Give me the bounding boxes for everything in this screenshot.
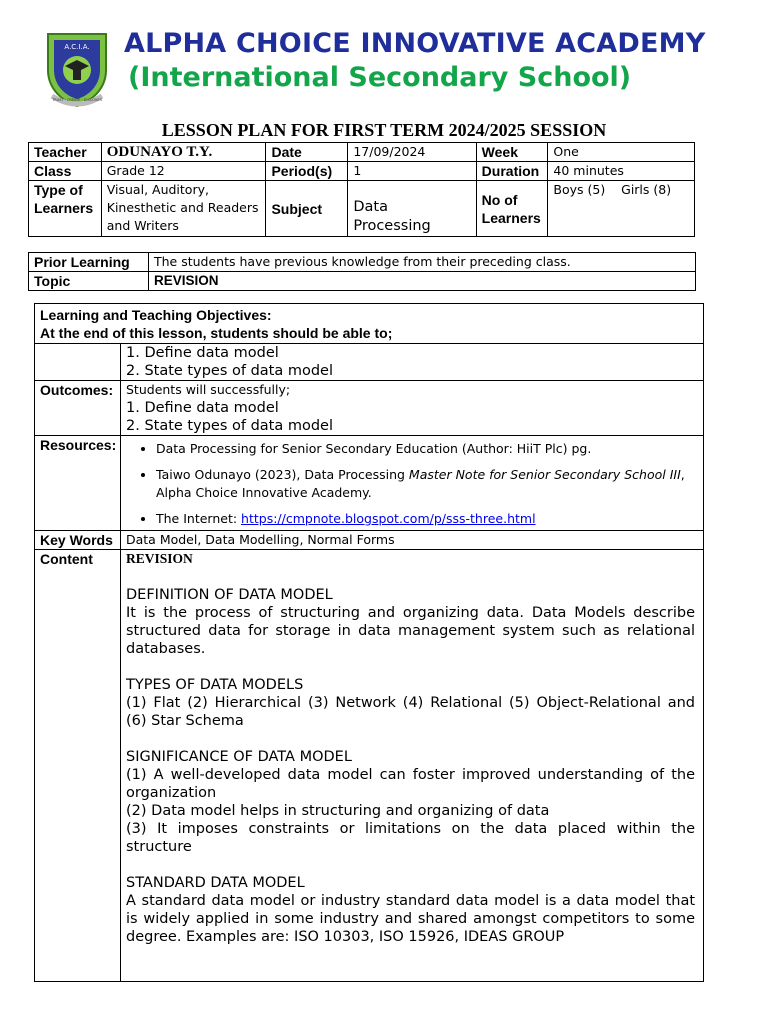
- week-label: Week: [476, 143, 548, 162]
- list-item: (1) A well-developed data model can foster improved understanding of the organization: [126, 767, 696, 801]
- logo-motto: TRUST · CREATE · DISCOVER: [52, 98, 102, 102]
- internet-resource-link[interactable]: https://cmpnote.blogspot.com/p/sss-three.html: [241, 511, 536, 526]
- resources-label: Resources:: [35, 436, 121, 531]
- outcomes-label: Outcomes:: [35, 381, 121, 436]
- significance-heading: SIGNIFICANCE OF DATA MODEL: [126, 749, 352, 765]
- week-value: One: [548, 143, 695, 162]
- no-of-learners-label: No of Learners: [476, 181, 548, 237]
- types-heading: TYPES OF DATA MODELS: [126, 677, 304, 693]
- objectives-heading: Learning and Teaching Objectives: At the end of this lesson, students should be able to;: [35, 304, 704, 344]
- prior-learning-value: The students have previous knowledge from their preceding class.: [149, 253, 696, 272]
- lesson-details-table: [34, 303, 704, 982]
- list-item: • Data Processing for Senior Secondary Education (Author: HiiT Plc) pg.: [156, 440, 698, 458]
- topic-label: Topic: [29, 272, 149, 291]
- periods-value: 1: [348, 162, 476, 181]
- prior-learning-label: Prior Learning: [29, 253, 149, 272]
- content-heading: REVISION: [126, 551, 193, 566]
- type-of-learners-label: Type of Learners: [29, 181, 102, 237]
- date-value: 17/09/2024: [348, 143, 476, 162]
- class-value: Grade 12: [101, 162, 266, 181]
- list-item: 1. Define data model: [126, 400, 279, 416]
- list-item: • Taiwo Odunayo (2023), Data Processing Master Note for Senior Secondary School III, Alpha Choice Innovative Academy.: [156, 466, 698, 502]
- content-label: Content: [35, 550, 121, 982]
- definition-text: It is the process of structuring and organizing data. Data Models describe structured data for storage in data management system such as relational databases.: [126, 605, 696, 657]
- list-item: 2. State types of data model: [126, 418, 333, 434]
- standard-heading: STANDARD DATA MODEL: [126, 875, 305, 891]
- class-label: Class: [29, 162, 102, 181]
- list-item: 1. Define data model: [126, 345, 279, 361]
- definition-heading: DEFINITION OF DATA MODEL: [126, 587, 333, 603]
- teacher-label: Teacher: [29, 143, 102, 162]
- objectives-list: [121, 344, 704, 381]
- lesson-plan-title: LESSON PLAN FOR FIRST TERM 2024/2025 SESSION: [161, 120, 607, 140]
- list-item: (2) Data model helps in structuring and organizing of data: [126, 803, 550, 819]
- resources-value: [121, 436, 704, 531]
- list-item: 2. State types of data model: [126, 363, 333, 379]
- objectives-empty-cell: [35, 344, 121, 381]
- list-item: • The Internet: https://cmpnote.blogspot.com/p/sss-three.html: [156, 510, 698, 528]
- no-of-learners-value: Boys (5) Girls (8): [548, 181, 695, 237]
- key-words-label: Key Words: [35, 531, 121, 550]
- key-words-value: Data Model, Data Modelling, Normal Forms: [121, 531, 704, 550]
- standard-text: A standard data model or industry standard data model is a data model that is widely applied in some industry and shared amongst competitors to some degree. Examples are: ISO 10303, ISO 15926, IDEAS GROUP: [126, 893, 696, 945]
- school-subtitle: (International Secondary School): [128, 62, 632, 93]
- school-logo: [44, 30, 110, 110]
- topic-value: REVISION: [149, 272, 696, 291]
- duration-value: 40 minutes: [548, 162, 695, 181]
- prior-learning-table: [28, 252, 696, 291]
- lesson-info-table: [28, 142, 695, 237]
- school-name: ALPHA CHOICE INNOVATIVE ACADEMY: [124, 28, 706, 59]
- logo-text: A.C.I.A.: [64, 43, 90, 51]
- teacher-value: ODUNAYO T.Y.: [101, 143, 266, 162]
- list-item: (3) It imposes constraints or limitations on the data placed within the structure: [126, 821, 696, 855]
- periods-label: Period(s): [266, 162, 348, 181]
- resources-list: [126, 440, 698, 528]
- date-label: Date: [266, 143, 348, 162]
- types-text: (1) Flat (2) Hierarchical (3) Network (4) Relational (5) Object-Relational and (6) Star Schema: [126, 695, 696, 729]
- duration-label: Duration: [476, 162, 548, 181]
- type-of-learners-value: Visual, Auditory, Kinesthetic and Readers and Writers: [101, 181, 266, 237]
- subject-label: Subject: [266, 181, 348, 237]
- outcomes-value: Students will successfully; 1. Define data model 2. State types of data model: [121, 381, 704, 436]
- subject-value: Data Processing: [348, 181, 476, 237]
- content-body: [121, 550, 704, 982]
